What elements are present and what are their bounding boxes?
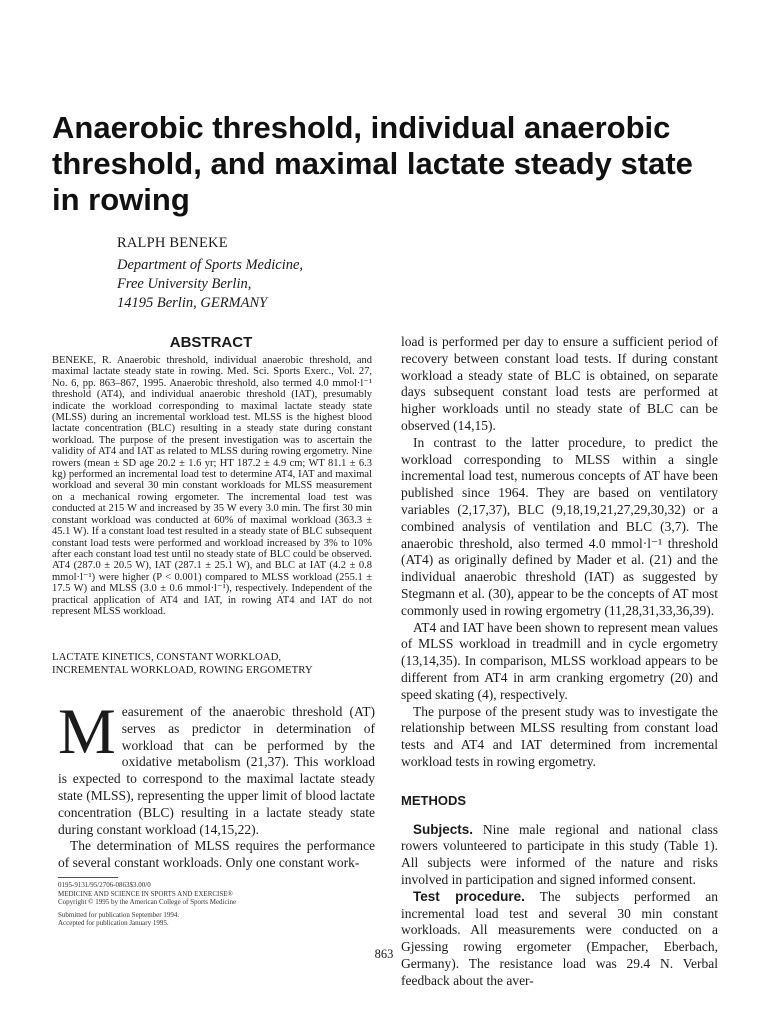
intro-paragraph-1-text: easurement of the anaerobic threshold (AT) serves as predictor in determination of workload that can be performed by the oxidative metabolism (21,37). This workload is expected to correspond to the maximal lactate steady state (MLSS), representing the upper limit of blood lactate concentration (BLC) resulting in a lactate steady state during constant workload (14,15,22). xyxy=(58,704,375,837)
subjects-paragraph xyxy=(401,822,718,889)
copyright-footnote xyxy=(58,881,378,928)
test-procedure-text: The subjects performed an incremental load test and several 30 min constant workloads. All measurements were conducted on a Gjessing rowing ergometer (Empacher, Eberbach, Germany). The resistance load was 29.4 N. Verbal feedback about the aver- xyxy=(401,888,719,988)
intro-paragraph-1 xyxy=(58,696,375,838)
intro-paragraph-2: The determination of MLSS requires the performance of several constant workloads. Only one constant work- xyxy=(58,838,375,871)
title-line-3: in rowing xyxy=(52,182,190,217)
affiliation-line-1: Department of Sports Medicine, xyxy=(117,257,304,273)
methods-heading: METHODS xyxy=(401,792,466,808)
title-line-1: Anaerobic threshold, individual anaerobic xyxy=(52,110,671,145)
right-paragraph-1: load is performed per day to ensure a sufficient period of recovery between constant load tests. If during constant workload a steady state of BLC is obtained, on separate days subsequent constant load tests are performed at higher workloads until no steady state of BLC can be observed (14,15). xyxy=(401,334,718,433)
subjects-label: Subjects. xyxy=(413,821,474,837)
subjects-text: Nine male regional and national class rowers volunteered to participate in this study (Table 1). All subjects were informed of the nature and risks involved in participation and signed informed consent. xyxy=(401,821,718,887)
footnote-line-4: Submitted for publication September 1994. xyxy=(58,910,180,919)
title-line-2: threshold, and maximal lactate steady state xyxy=(52,146,693,181)
right-column xyxy=(401,334,718,989)
abstract-text: BENEKE, R. Anaerobic threshold, individual anaerobic threshold, and maximal lactate steady state in rowing. Med. Sci. Sports Exerc., Vol. 27, No. 6, pp. 863–867, 1995. Anaerobic threshold, also termed 4.0 mmol·l⁻¹ threshold (AT4), and individual anaerobic threshold (IAT), presumably indicate the workload corresponding to maximal lactate steady state (MLSS) during an incremental workload test. MLSS is the highest blood lactate concentration (BLC) resulting in a steady state during constant workload. The purpose of the present investigation was to ascertain the validity of AT4 and IAT as related to MLSS during rowing ergometry. Nine rowers (mean ± SD age 20.2 ± 1.6 yr; HT 187.2 ± 4.9 cm; WT 81.1 ± 6.3 kg) performed an incremental load test to determine AT4, IAT and maximal workload and several 30 min constant workloads for MLSS measurement on a mechanical rowing ergometer. The incremental load test was conducted at 215 W and increased by 35 W every 3.0 min. The first 30 min constant workload was conducted at 60% of maximal workload (363.3 ± 45.1 W). If a constant load test resulted in a steady state of BLC subsequent constant load tests were performed and workload increased by 3% to 10% after each constant load test until no steady state of BLC could be observed. AT4 (287.0 ± 20.5 W), IAT (287.1 ± 25.1 W), and BLC at IAT (4.2 ± 0.8 mmol·l⁻¹) were higher (P < 0.001) compared to MLSS workload (255.1 ± 17.5 W) and MLSS (3.0 ± 0.6 mmol·l⁻¹), respectively. Independent of the practical application of AT4 and IAT, in rowing AT4 and IAT do not represent MLSS workload. xyxy=(52,355,372,617)
footnote-line-3: Copyright © 1995 by the American College of Sports Medicine xyxy=(58,898,237,907)
footnote-line-1: 0195-9131/95/2706-0863$3.00/0 xyxy=(58,881,151,889)
author-affiliation xyxy=(117,256,303,313)
right-paragraph-4: The purpose of the present study was to investigate the relationship between MLSS resulting from constant load tests and AT4 and IAT determined from incremental workload tests in rowing ergometry. xyxy=(401,703,718,769)
author-name: RALPH BENEKE xyxy=(117,235,228,251)
keywords-line-2: INCREMENTAL WORKLOAD, ROWING ERGOMETRY xyxy=(52,663,313,676)
right-paragraph-2: In contrast to the latter procedure, to predict the workload corresponding to MLSS within a single incremental load test, numerous concepts of AT have been published since 1964. They are based on ventilatory variables (2,17,37), BLC (9,18,19,21,27,29,30,32) or a combined analysis of ventilation and BLC (3,7). The anaerobic threshold, also termed 4.0 mmol·l⁻¹ threshold (AT4) as originally defined by Mader et al. (21) and the individual anaerobic threshold (IAT) as suggested by Stegmann et al. (30), appear to be the concepts of AT most commonly used in rowing ergometry (11,28,31,33,36,39). xyxy=(401,434,718,618)
test-procedure-paragraph xyxy=(401,889,718,990)
keywords-line-1: LACTATE KINETICS, CONSTANT WORKLOAD, xyxy=(52,651,282,663)
footnote-line-5: Accepted for publication January 1995. xyxy=(58,919,169,928)
abstract-heading: ABSTRACT xyxy=(169,334,253,351)
footnote-line-2: MEDICINE AND SCIENCE IN SPORTS AND EXERCISE® xyxy=(58,889,233,898)
footnote-divider xyxy=(58,877,118,878)
affiliation-line-3: 14195 Berlin, GERMANY xyxy=(117,295,268,311)
intro-left-column xyxy=(58,696,375,872)
drop-cap: M xyxy=(58,696,116,768)
right-paragraph-3: AT4 and IAT have been shown to represent mean values of MLSS workload in treadmill and in cycle ergometry (13,14,35). In comparison, MLSS workload appears to be different from AT4 in arm cranking ergometry (20) and speed skating (4), respectively. xyxy=(401,619,718,702)
test-procedure-label: Test procedure. xyxy=(413,888,525,904)
affiliation-line-2: Free University Berlin, xyxy=(117,276,252,292)
article-title xyxy=(52,110,732,218)
page-number: 863 xyxy=(374,947,394,961)
keywords xyxy=(52,651,372,676)
